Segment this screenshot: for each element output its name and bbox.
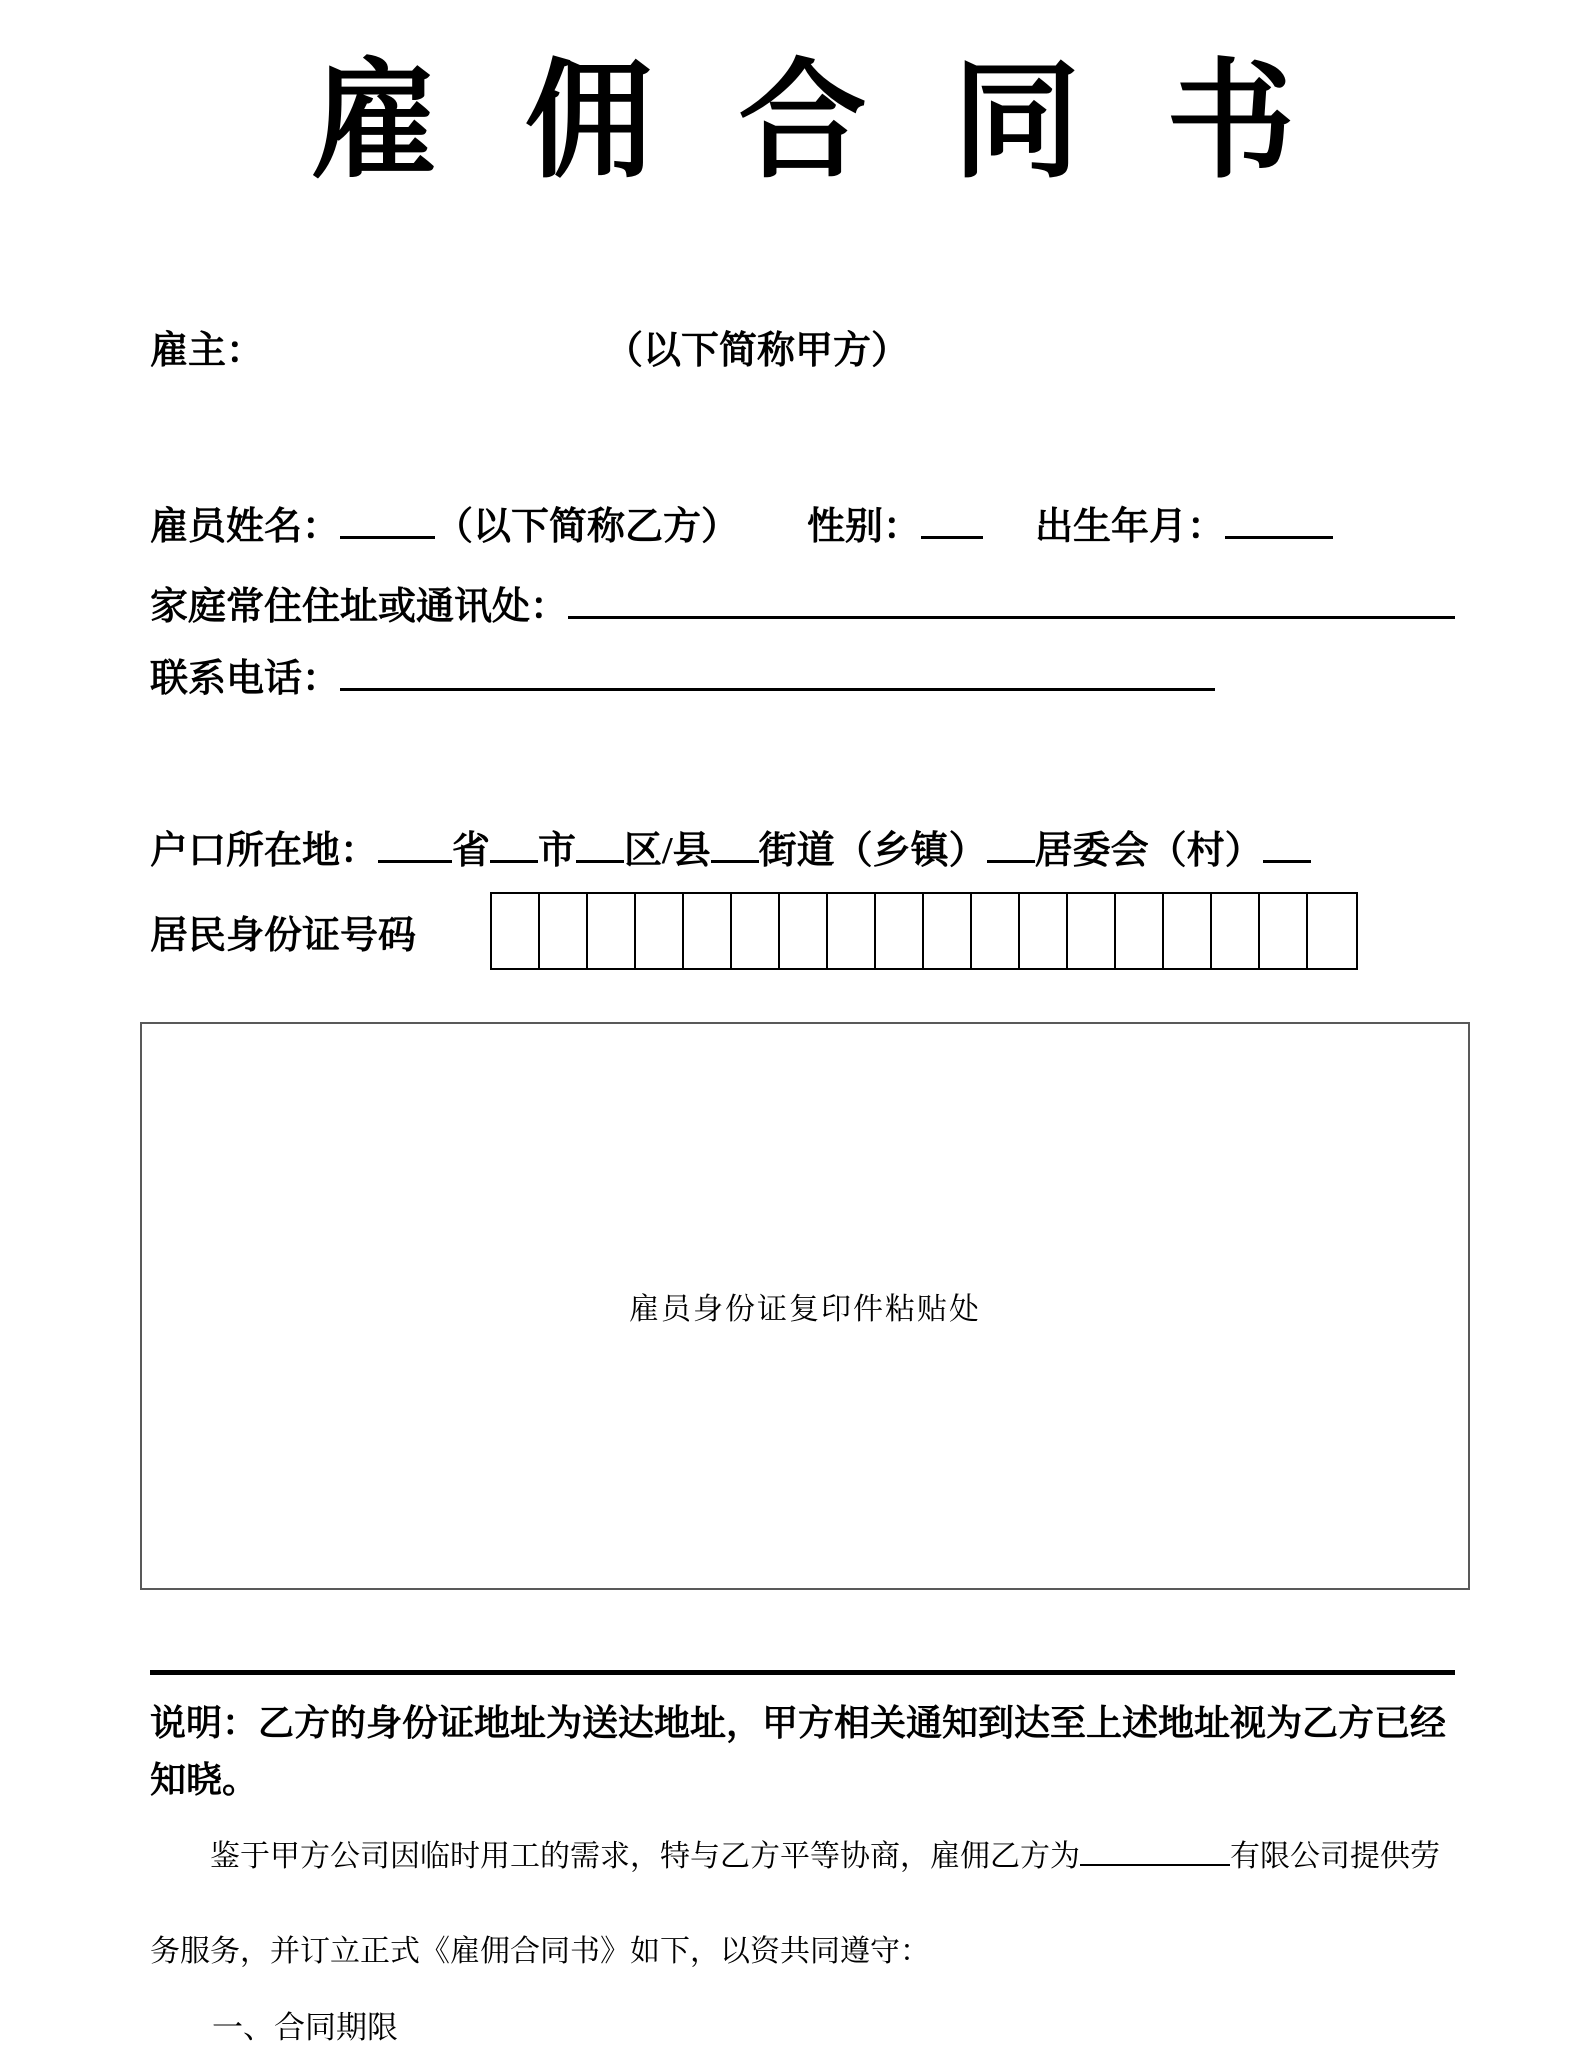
hukou-row (150, 824, 1455, 886)
phone-blank[interactable] (340, 681, 1215, 691)
employer-label: 雇主： (150, 330, 265, 372)
intro-text-after-blank: 有限公司提供劳务服务，并订立正式《雇佣合同书》如下，以资共同遵守： (150, 1840, 1440, 1968)
hukou-seg-district: 区/县 (624, 830, 711, 872)
intro-paragraph (150, 1809, 1455, 1999)
id-digit-cell[interactable] (732, 894, 780, 968)
delivery-notice: 说明：乙方的身份证地址为送达地址，甲方相关通知到达至上述地址视为乙方已经知晓。 (150, 1703, 1447, 1800)
id-digit-cell[interactable] (876, 894, 924, 968)
id-digit-cell[interactable] (636, 894, 684, 968)
party-a-note: （以下简称甲方） (624, 330, 910, 372)
id-digit-cell[interactable] (1068, 894, 1116, 968)
hukou-label: 户口所在地： (150, 830, 379, 872)
intro-company-blank[interactable] (1080, 1856, 1230, 1866)
id-digit-cell[interactable] (924, 894, 972, 968)
hukou-street-blank[interactable] (711, 853, 759, 863)
id-digit-cell[interactable] (540, 894, 588, 968)
employee-row (150, 500, 1455, 562)
hukou-seg-province: 省 (452, 830, 491, 872)
id-digit-cell[interactable] (684, 894, 732, 968)
gender-blank[interactable] (921, 529, 983, 539)
birth-date-blank[interactable] (1225, 529, 1333, 539)
hukou-district-blank[interactable] (576, 853, 624, 863)
phone-row (150, 652, 1455, 714)
birth-date-label: 出生年月： (1035, 506, 1226, 548)
hukou-village-blank[interactable] (1263, 853, 1311, 863)
hukou-province-blank[interactable] (378, 853, 452, 863)
id-number-label: 居民身份证号码 (150, 914, 417, 957)
contract-term-heading: 一、合同期限 (212, 2010, 398, 2045)
id-paste-box-label: 雇员身份证复印件粘贴处 (629, 1293, 981, 1326)
hukou-city-blank[interactable] (490, 853, 538, 863)
page-title: 雇佣合同书 (310, 51, 1381, 193)
id-digit-cell[interactable] (1212, 894, 1260, 968)
id-digit-cell[interactable] (1164, 894, 1212, 968)
id-paste-box (140, 1022, 1470, 1590)
home-address-label: 家庭常住住址或通讯处： (150, 586, 569, 628)
id-digit-cell[interactable] (828, 894, 876, 968)
home-address-row (150, 580, 1455, 634)
id-digit-cell[interactable] (780, 894, 828, 968)
hukou-seg-city: 市 (538, 830, 577, 872)
id-digit-cell[interactable] (1308, 894, 1356, 968)
hukou-seg-street: 街道（乡镇） (758, 830, 987, 872)
phone-label: 联系电话： (150, 658, 341, 700)
hukou-seg-committee: 居委会（村） (1034, 830, 1263, 872)
id-number-row (150, 892, 1455, 970)
hukou-committee-blank[interactable] (987, 853, 1035, 863)
intro-text-before-blank: 鉴于甲方公司因临时用工的需求，特与乙方平等协商，雇佣乙方为 (210, 1840, 1080, 1873)
id-number-grid (490, 892, 1358, 970)
gender-label: 性别： (807, 506, 922, 548)
employee-name-label: 雇员姓名： (150, 506, 341, 548)
home-address-blank[interactable] (568, 609, 1455, 619)
section-divider (150, 1670, 1455, 1675)
id-digit-cell[interactable] (972, 894, 1020, 968)
id-digit-cell[interactable] (1020, 894, 1068, 968)
employee-name-blank[interactable] (340, 529, 435, 539)
id-digit-cell[interactable] (492, 894, 540, 968)
id-digit-cell[interactable] (1116, 894, 1164, 968)
employer-row (150, 324, 1455, 386)
id-digit-cell[interactable] (1260, 894, 1308, 968)
id-digit-cell[interactable] (588, 894, 636, 968)
party-b-note: （以下简称乙方） (435, 506, 740, 548)
